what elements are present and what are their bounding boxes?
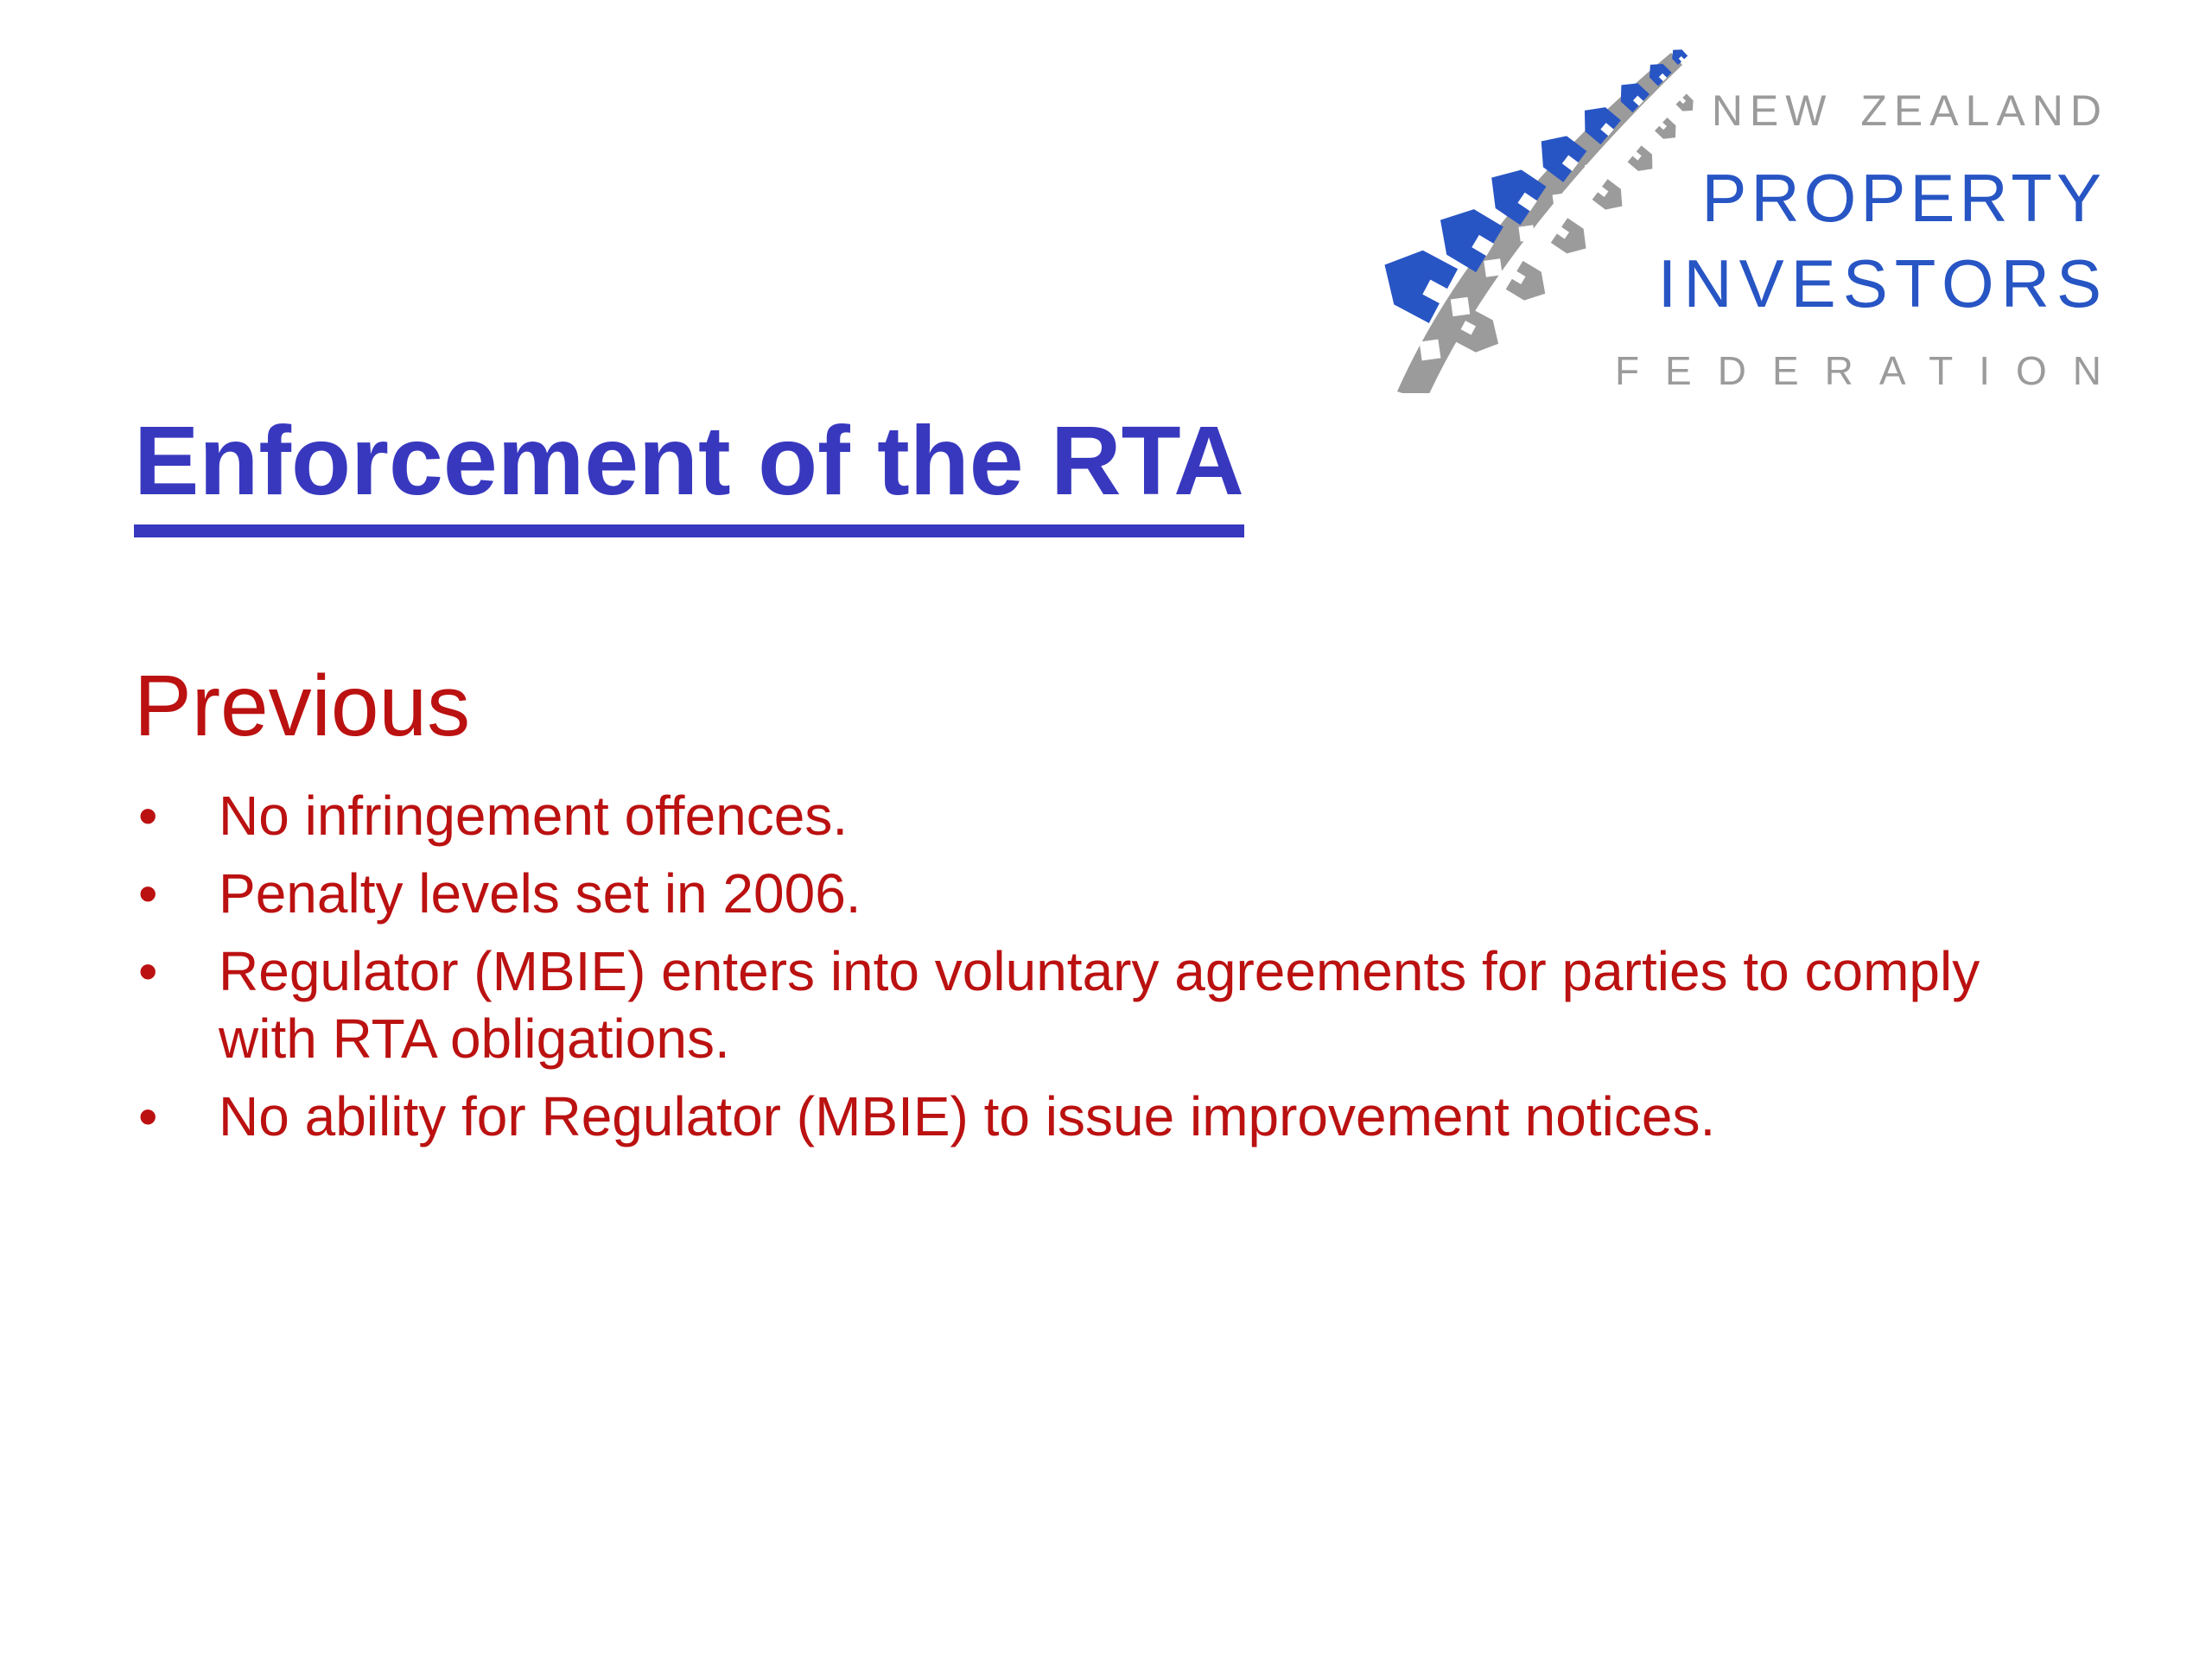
bullet-list: [138, 782, 2022, 1160]
section-heading: Previous: [134, 658, 471, 754]
logo-line-property: PROPERTY: [1701, 160, 2106, 236]
logo-line-investors: INVESTORS: [1657, 245, 2108, 321]
bullet-item: • No ability for Regulator (MBIE) to issue improvement notices.: [138, 1083, 2022, 1150]
logo-wordmark: [1614, 86, 2127, 393]
bullet-item: • No infringement offences.: [138, 782, 2022, 849]
bullet-item: • Penalty levels set in 2006.: [138, 860, 2022, 927]
slide-title-text: Enforcement of the RTA: [134, 407, 1244, 537]
slide-title: [134, 404, 1244, 537]
logo-line-new-zealand: NEW ZEALAND: [1711, 86, 2108, 135]
logo-line-federation: FEDERATION: [1614, 348, 2127, 393]
bullet-item: • Regulator (MBIE) enters into voluntary agreements for parties to comply with RTA obligations.: [138, 938, 2022, 1072]
